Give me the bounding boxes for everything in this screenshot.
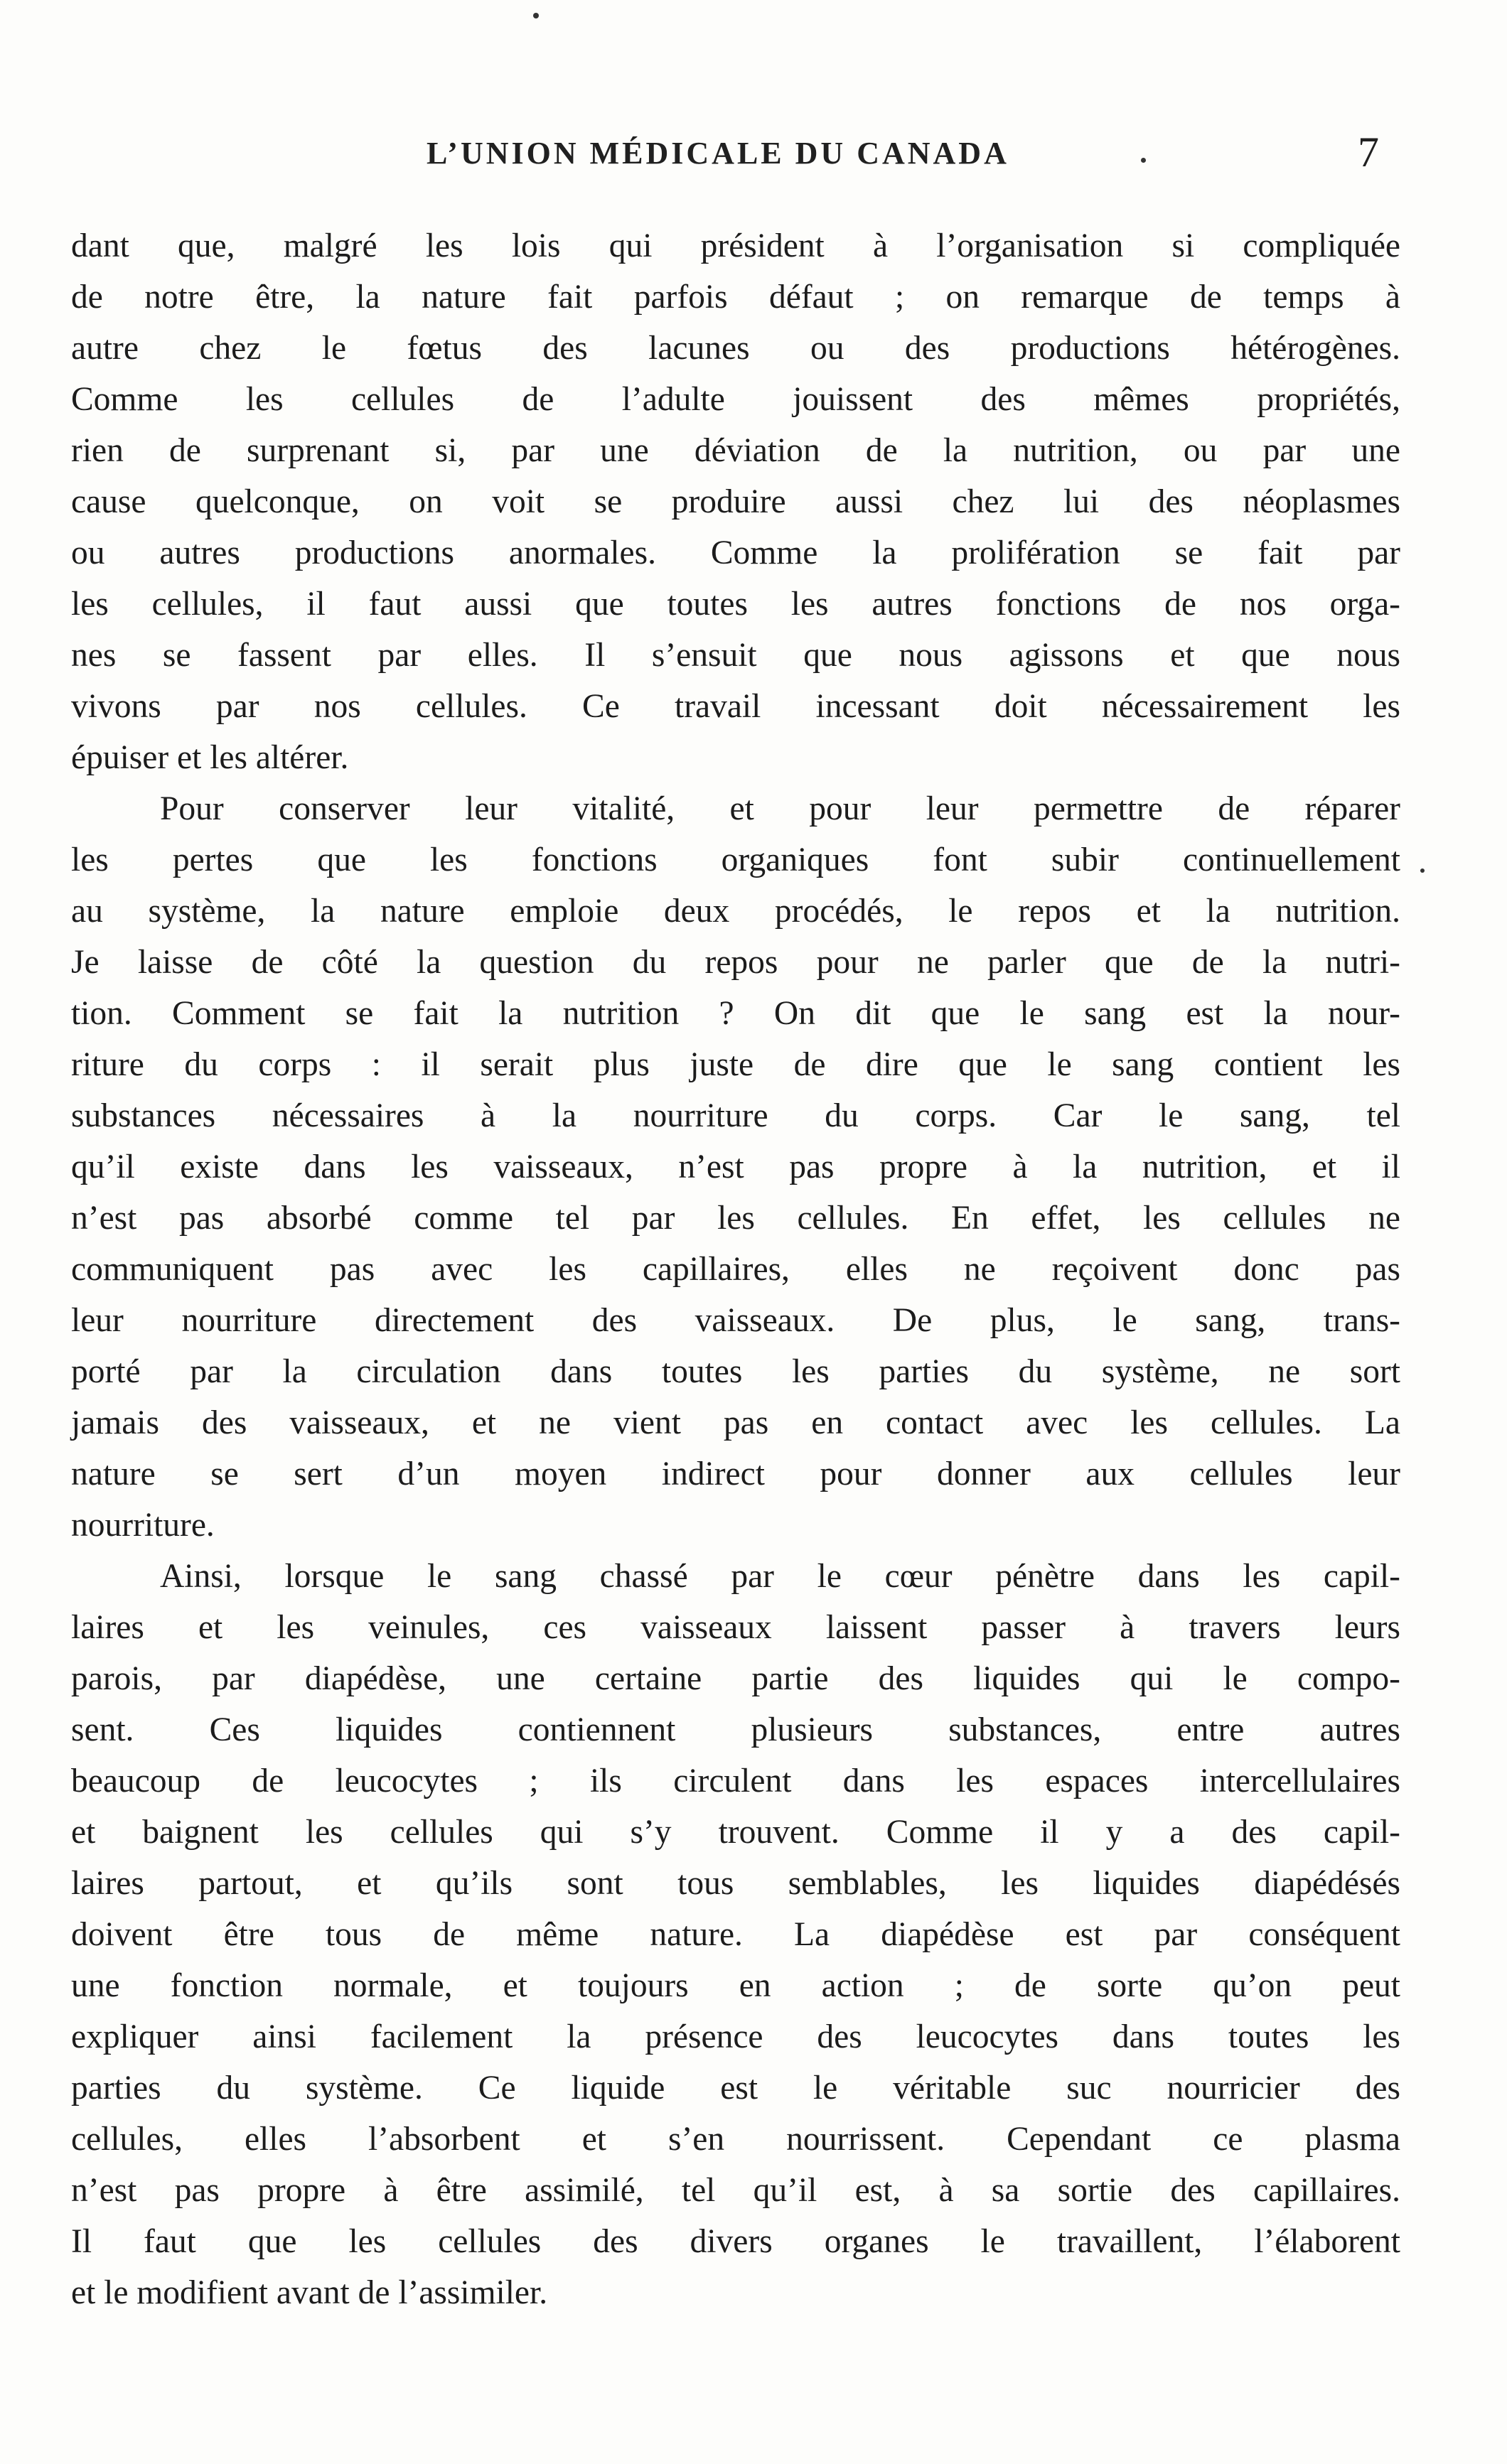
text-line: dant que, malgré les lois qui président à l’organisation si compliquée xyxy=(71,227,1400,264)
text-line: et le modifient avant de l’assimiler. xyxy=(71,2274,548,2311)
text-line: riture du corps : il serait plus juste de dire que le sang contient les xyxy=(71,1046,1400,1083)
text-line: vivons par nos cellules. Ce travail incessant doit nécessairement les xyxy=(71,688,1400,725)
text-line: ou autres productions anormales. Comme la prolifération se fait par xyxy=(71,534,1400,571)
text-line: Comme les cellules de l’adulte jouissent des mêmes propriétés, xyxy=(71,381,1400,418)
text-line: jamais des vaisseaux, et ne vient pas en contact avec les cellules. La xyxy=(71,1404,1400,1441)
text-line: expliquer ainsi facilement la présence des leucocytes dans toutes les xyxy=(71,2018,1400,2055)
text-line: nature se sert d’un moyen indirect pour donner aux cellules leur xyxy=(71,1456,1400,1492)
text-line: porté par la circulation dans toutes les parties du système, ne sort xyxy=(71,1353,1400,1390)
text-line: nes se fassent par elles. Il s’ensuit que nous agissons et que nous xyxy=(71,637,1400,674)
text-line: les cellules, il faut aussi que toutes les autres fonctions de nos orga- xyxy=(71,586,1400,623)
text-line: nourriture. xyxy=(71,1507,215,1544)
text-line: Ainsi, lorsque le sang chassé par le cœur pénètre dans les capil- xyxy=(160,1558,1400,1595)
body-text xyxy=(71,220,1400,2318)
text-line: n’est pas propre à être assimilé, tel qu’il est, à sa sortie des capillaires. xyxy=(71,2172,1400,2209)
text-line: de notre être, la nature fait parfois défaut ; on remarque de temps à xyxy=(71,279,1400,316)
text-line: rien de surprenant si, par une déviation de la nutrition, ou par une xyxy=(71,432,1400,469)
text-line: et baignent les cellules qui s’y trouvent. Comme il y a des capil- xyxy=(71,1814,1400,1851)
ink-speck xyxy=(1420,868,1425,873)
text-line: n’est pas absorbé comme tel par les cellules. En effet, les cellules ne xyxy=(71,1200,1400,1237)
paragraph xyxy=(71,783,1400,1551)
text-line: une fonction normale, et toujours en action ; de sorte qu’on peut xyxy=(71,1967,1400,2004)
text-line: Il faut que les cellules des divers organes le travaillent, l’élaborent xyxy=(71,2223,1400,2260)
text-line: parties du système. Ce liquide est le véritable suc nourricier des xyxy=(71,2070,1400,2107)
text-line: cellules, elles l’absorbent et s’en nourrissent. Cependant ce plasma xyxy=(71,2121,1400,2158)
text-line: substances nécessaires à la nourriture du corps. Car le sang, tel xyxy=(71,1097,1400,1134)
paragraph xyxy=(71,1551,1400,2318)
page-header xyxy=(427,129,1379,192)
text-line: cause quelconque, on voit se produire aussi chez lui des néoplasmes xyxy=(71,483,1400,520)
text-line: au système, la nature emploie deux procédés, le repos et la nutrition. xyxy=(71,893,1400,930)
text-line: les pertes que les fonctions organiques font subir continuellement xyxy=(71,841,1400,878)
text-line: communiquent pas avec les capillaires, elles ne reçoivent donc pas xyxy=(71,1251,1400,1288)
text-line: laires et les veinules, ces vaisseaux laissent passer à travers leurs xyxy=(71,1609,1400,1646)
text-line: Pour conserver leur vitalité, et pour leur permettre de réparer xyxy=(160,790,1400,827)
text-line: tion. Comment se fait la nutrition ? On dit que le sang est la nour- xyxy=(71,995,1400,1032)
text-line: autre chez le fœtus des lacunes ou des productions hétérogènes. xyxy=(71,330,1400,367)
text-line: Je laisse de côté la question du repos pour ne parler que de la nutri- xyxy=(71,944,1400,981)
text-line: épuiser et les altérer. xyxy=(71,739,349,776)
text-line: leur nourriture directement des vaisseaux. De plus, le sang, trans- xyxy=(71,1302,1400,1339)
text-line: sent. Ces liquides contiennent plusieurs substances, entre autres xyxy=(71,1711,1400,1748)
text-line: parois, par diapédèse, une certaine partie des liquides qui le compo- xyxy=(71,1660,1400,1697)
text-line: laires partout, et qu’ils sont tous semblables, les liquides diapédésés xyxy=(71,1865,1400,1902)
ink-speck xyxy=(533,13,539,18)
running-title: L’UNION MÉDICALE DU CANADA xyxy=(427,136,1009,171)
page-number: 7 xyxy=(1358,129,1379,176)
text-line: beaucoup de leucocytes ; ils circulent dans les espaces intercellulaires xyxy=(71,1763,1400,1799)
paragraph xyxy=(71,220,1400,783)
text-line: qu’il existe dans les vaisseaux, n’est pas propre à la nutrition, et il xyxy=(71,1148,1400,1185)
text-line: doivent être tous de même nature. La diapédèse est par conséquent xyxy=(71,1916,1400,1953)
